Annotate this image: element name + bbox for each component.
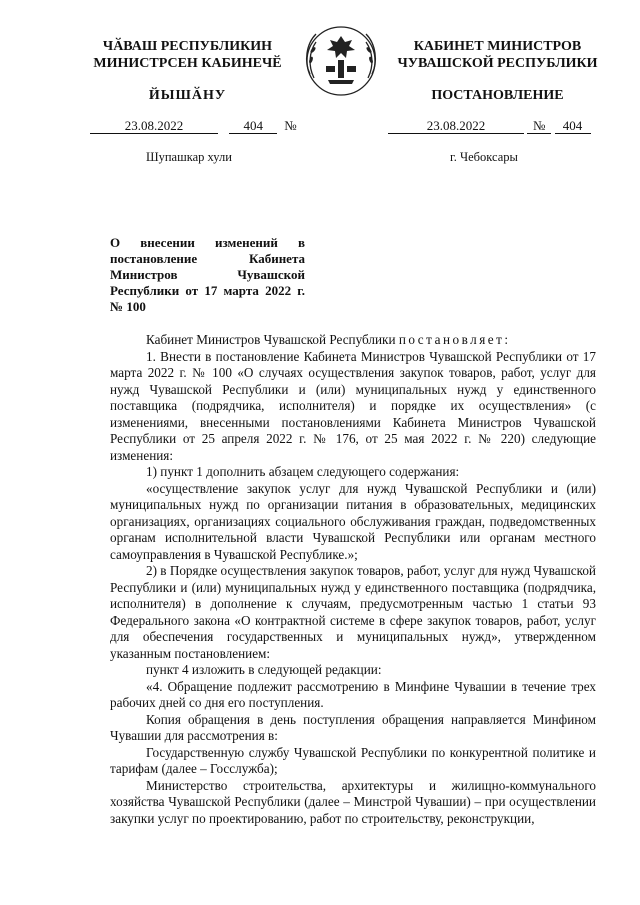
place-left: Шупашкар хули — [146, 150, 232, 164]
body-paragraph: 2) в Порядке осуществления закупок товаров, работ, услуг для нужд Чувашской Республики и (или) муниципальных нужд у единственного поставщика (подрядчика, исполнителя) в дополнение к случаям, предусмотренным частью 1 статьи 93 Федерального закона «О контрактной системе в сфере закупок товаров, работ, услуг для обеспечения государственных и муниципальных нужд», утвержденном указанным постановлением: — [110, 563, 596, 661]
header-right-title: ПОСТАНОВЛЕНИЕ — [431, 88, 564, 103]
registration-right-sign: № — [527, 119, 551, 134]
body-paragraph: Копия обращения в день поступления обращения направляется Минфином Чувашии для рассмотрения в: — [110, 711, 596, 743]
body-paragraph: 1. Внести в постановление Кабинета Министров Чувашской Республики от 17 марта 2022 г. № 100 «О случаях осуществления закупок товаров, работ, услуг для нужд Чувашской Республики и (или) муниципальных нужд у единственного поставщика (подрядчика, исполнителя) и порядке их осуществления» (с изменениями, внесенными постановлениями Кабинета Министров Чувашской Республики от 25 апреля 2022 г. № 176, от 25 мая 2022 г. № 220) следующие изменения: — [110, 348, 596, 463]
chuvash-emblem-icon — [302, 22, 380, 100]
document-subject: О внесении изменений в постановление Кабинета Министров Чувашской Республики от 17 марта 2022 г. № 100 — [110, 235, 305, 314]
body-paragraph: Министерство строительства, архитектуры и жилищно-коммунального хозяйства Чувашской Республики (далее – Минстрой Чувашии) – при осуществлении закупки услуг по проектированию, работ по строительству, реконструкции, — [110, 777, 596, 826]
header-right — [390, 38, 605, 72]
body-paragraph: пункт 4 изложить в следующей редакции: — [146, 662, 382, 677]
header-left-line1: ЧӐВАШ РЕСПУБЛИКИН — [102, 39, 273, 54]
body-intro — [110, 332, 596, 349]
place-right: г. Чебоксары — [450, 150, 518, 164]
registration-right-number: 404 — [555, 119, 591, 134]
registration-left-number: 404 — [229, 119, 277, 134]
header-right-line2: ЧУВАШСКОЙ РЕСПУБЛИКИ — [397, 56, 598, 71]
registration-right-date: 23.08.2022 — [388, 119, 524, 134]
body-paragraph: «осуществление закупок услуг для нужд Чувашской Республики и (или) муниципальных нужд по организации питания в образовательных, медицинских организациях, организациях социального обслуживания граждан, подведомственных органам исполнительной власти Чувашской Республики или органам местного самоуправления в Чувашской Республике.»; — [110, 480, 596, 562]
body-paragraph: «4. Обращение подлежит рассмотрению в Минфине Чувашии в течение трех рабочих дней со дня его поступления. — [110, 678, 596, 710]
header-left-title: ЙЫШӐНУ — [148, 88, 227, 103]
header-right-line1: КАБИНЕТ МИНИСТРОВ — [413, 39, 582, 54]
registration-left-date: 23.08.2022 — [90, 119, 218, 134]
body-paragraph: Государственную службу Чувашской Республики по конкурентной политике и тарифам (далее – Госслужба); — [110, 744, 596, 776]
body-paragraph: 1) пункт 1 дополнить абзацем следующего содержания: — [146, 464, 460, 479]
body-intro-verb: постановляет: — [398, 332, 511, 347]
body-intro-prefix: Кабинет Министров Чувашской Республики — [146, 332, 396, 347]
registration-right — [388, 118, 591, 134]
registration-left-sign: № — [284, 118, 297, 133]
registration-left — [90, 118, 301, 134]
header-left-line2: МИНИСТРСЕН КАБИНЕЧӖ — [93, 56, 282, 71]
header-left — [80, 38, 295, 72]
document-body — [110, 332, 596, 827]
